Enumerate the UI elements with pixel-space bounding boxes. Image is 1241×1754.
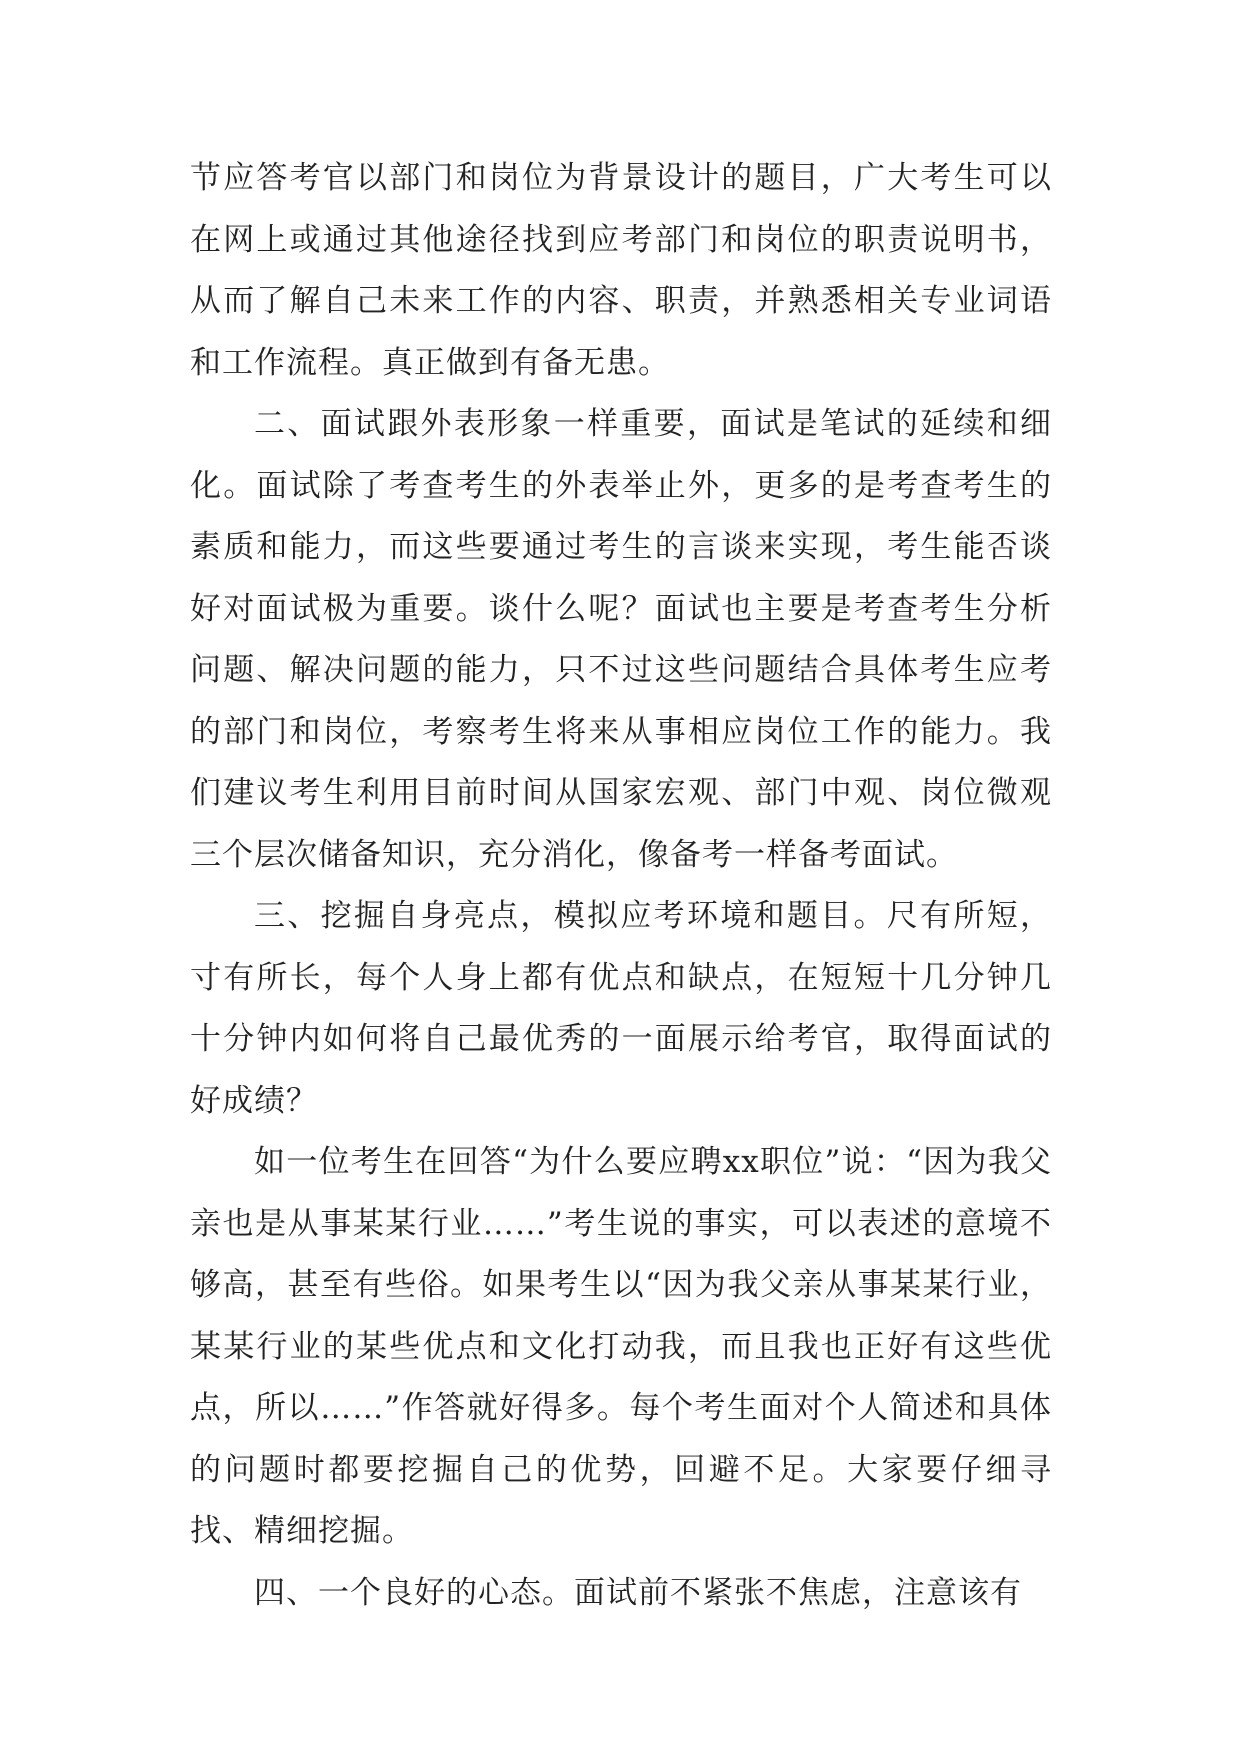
paragraph-3: 三、挖掘自身亮点，模拟应考环境和题目。尺有所短，寸有所长，每个人身上都有优点和缺点，在短短十几分钟几十分钟内如何将自己最优秀的一面展示给考官，取得面试的好成绩？ bbox=[190, 898, 1052, 1119]
paragraph-2: 二、面试跟外表形象一样重要，面试是笔试的延续和细化。面试除了考查考生的外表举止外，更多的是考查考生的素质和能力，而这些要通过考生的言谈来实现，考生能否谈好对面试极为重要。谈什么呢？面试也主要是考查考生分析问题、解决问题的能力，只不过这些问题结合具体考生应考的部门和岗位，考察考生将来从事相应岗位工作的能力。我们建议考生利用目前时间从国家宏观、部门中观、岗位微观三个层次储备知识，充分消化，像备考一样备考面试。 bbox=[190, 406, 1052, 873]
document-body bbox=[190, 148, 1052, 1624]
paragraph-5: 四、一个良好的心态。面试前不紧张不焦虑，注意该有 bbox=[254, 1574, 1022, 1611]
paragraph-4: 如一位考生在回答“为什么要应聘xx职位”说：“因为我父亲也是从事某某行业……”考生说的事实，可以表述的意境不够高，甚至有些俗。如果考生以“因为我父亲从事某某行业，某某行业的某些优点和文化打动我，而且我也正好有这些优点，所以……”作答就好得多。每个考生面对个人简述和具体的问题时都要挖掘自己的优势，回避不足。大家要仔细寻找、精细挖掘。 bbox=[190, 1144, 1052, 1549]
paragraph-1: 节应答考官以部门和岗位为背景设计的题目，广大考生可以在网上或通过其他途径找到应考部门和岗位的职责说明书，从而了解自己未来工作的内容、职责，并熟悉相关专业词语和工作流程。真正做到有备无患。 bbox=[190, 160, 1052, 381]
